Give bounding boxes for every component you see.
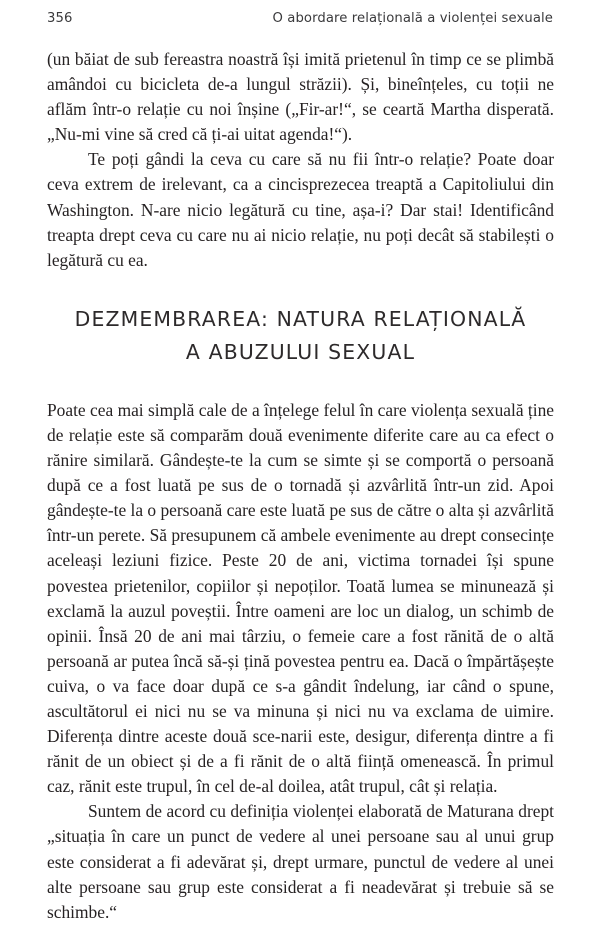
paragraph-continued: (un băiat de sub fereastra noastră își imită prietenul în timp ce se plimbă amândoi cu bicicleta de-a lungul străzii). Și, bineînțeles, cu toții ne aflăm într-o relație cu noi înșine („Fir-ar!“, se ceartă Martha disperată. „Nu-mi vine să cred că ți-ai uitat agenda!“). bbox=[47, 49, 554, 145]
text-block bbox=[47, 47, 554, 925]
running-title: O abordare relațională a violenței sexuale bbox=[272, 11, 553, 26]
section-heading-wrapper bbox=[47, 303, 554, 369]
section-heading-line-1: DEZMEMBRAREA: NATURA RELAȚIONALĂ bbox=[74, 306, 527, 331]
section-heading-line-2: A ABUZULUI SEXUAL bbox=[185, 339, 416, 364]
paragraph: Te poți gândi la ceva cu care să nu fii într-o relație? Poate doar ceva extrem de irelevant, ca a cincisprezecea treaptă a Capitoliului din Washington. N-are nicio legătură cu tine, așa-i? Dar stai! Identificând treapta drept ceva cu care nu ai nicio relație, nu poți decât să stabilești o legătură cu ea. bbox=[47, 149, 554, 270]
page-number: 356 bbox=[47, 11, 73, 26]
paragraph-section-opening: Poate cea mai simplă cale de a înțelege felul în care violența sexuală ține de relație este să comparăm două evenimente diferite care au ca efect o rănire similară. Gândește-te la cum se simte și se comportă o persoană după ce a fost luată pe sus de o tornadă și azvârlită într-un zid. Apoi gândește-te la o persoană care este luată pe sus de către o alta și azvârlită într-un perete. Să presupunem că ambele evenimente au drept consecințe aceleași leziuni fizice. Peste 20 de ani, victima tornadei își spune povestea prietenilor, copiilor și nepoților. Toată lumea se minunează și exclamă la auzul poveștii. Între oameni are loc un dialog, un schimb de opinii. Însă 20 de ani mai târziu, o femeie care a fost rănită de o altă persoană ar putea încă să-și țină povestea pentru ea. Dacă o împărtășește cuiva, o va face doar după ce s-a gândit îndelung, iar când o spune, ascultătorul ei nici nu se va minuna și nici nu va exclama de uimire. Diferența dintre aceste două sce-narii este, desigur, diferența dintre a fi rănit de un obiect și de a fi rănit de o altă ființă omenească. În primul caz, rănit este trupul, în cel de-al doilea, atât trupul, cât și relația. bbox=[47, 399, 554, 797]
running-header bbox=[47, 11, 553, 33]
paragraph: Suntem de acord cu definiția violenței elaborată de Maturana drept „situația în care un punct de vedere al unei persoane sau al unui grup este considerat a fi adevărat și, drept urmare, punctul de vedere al unei alte persoane sau grup este considerat a fi neadevărat și trebuie să se schimbe.“ bbox=[47, 801, 554, 922]
section-heading bbox=[47, 303, 554, 369]
